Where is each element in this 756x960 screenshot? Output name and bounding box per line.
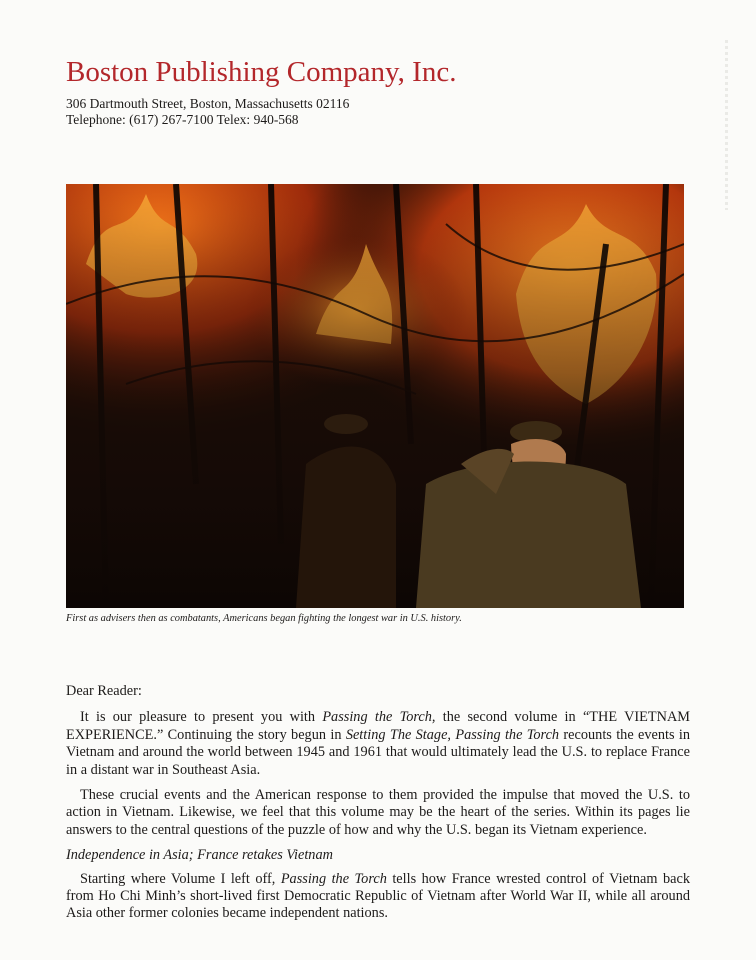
salutation: Dear Reader: — [66, 683, 142, 699]
letterhead — [66, 54, 456, 128]
company-address: 306 Dartmouth Street, Boston, Massachusetts 02116 — [66, 96, 350, 111]
p1-book-title: Passing the Torch, — [322, 709, 436, 726]
photo-caption: First as advisers then as combatants, Americans began fighting the longest war in U.S. history. — [66, 613, 462, 624]
paragraph-2: These crucial events and the American response to them provided the impulse that moved the U.S. to action in Vietnam. Likewise, we feel that this volume may be the heart of the series. Within its pages lie answers to the central questions of the puzzle of how and why the U.S. began its Vietnam experience. — [66, 787, 690, 838]
paragraph-1 — [66, 709, 690, 779]
photo-illustration — [66, 184, 684, 608]
company-name: Boston Publishing Company, Inc. — [66, 56, 457, 88]
p1-book-titles: Setting The Stage, Passing the Torch — [345, 726, 560, 743]
paragraph-3 — [66, 871, 690, 923]
section-heading: Independence in Asia; France retakes Vietnam — [66, 847, 333, 864]
p1-text-c: the second volume in “THE VIETNAM EXPERIENCE.” Continuing the story begun in — [66, 709, 690, 743]
scan-artifact — [725, 40, 728, 210]
jungle-fire-photo — [66, 184, 684, 608]
p1-text-e: recounts the events in Vietnam and around the world between 1945 and 1961 that would ultimately lead the U.S. to replace France in a distant war in Southeast Asia. — [66, 726, 690, 778]
p3-text-a: Starting where Volume I left off, — [80, 870, 281, 887]
letter-body — [66, 683, 690, 931]
p3-text-c: tells how France wrested control of Vietnam back from Ho Chi Minh’s short-lived first Democratic Republic of Vietnam after World War II, while all around Asia other former colonies became independent nations. — [66, 870, 690, 922]
p3-book-title: Passing the Torch — [280, 870, 387, 887]
p1-text-a: It is our pleasure to present you with — [80, 709, 323, 726]
company-phone: Telephone: (617) 267-7100 Telex: 940-568 — [66, 112, 299, 127]
